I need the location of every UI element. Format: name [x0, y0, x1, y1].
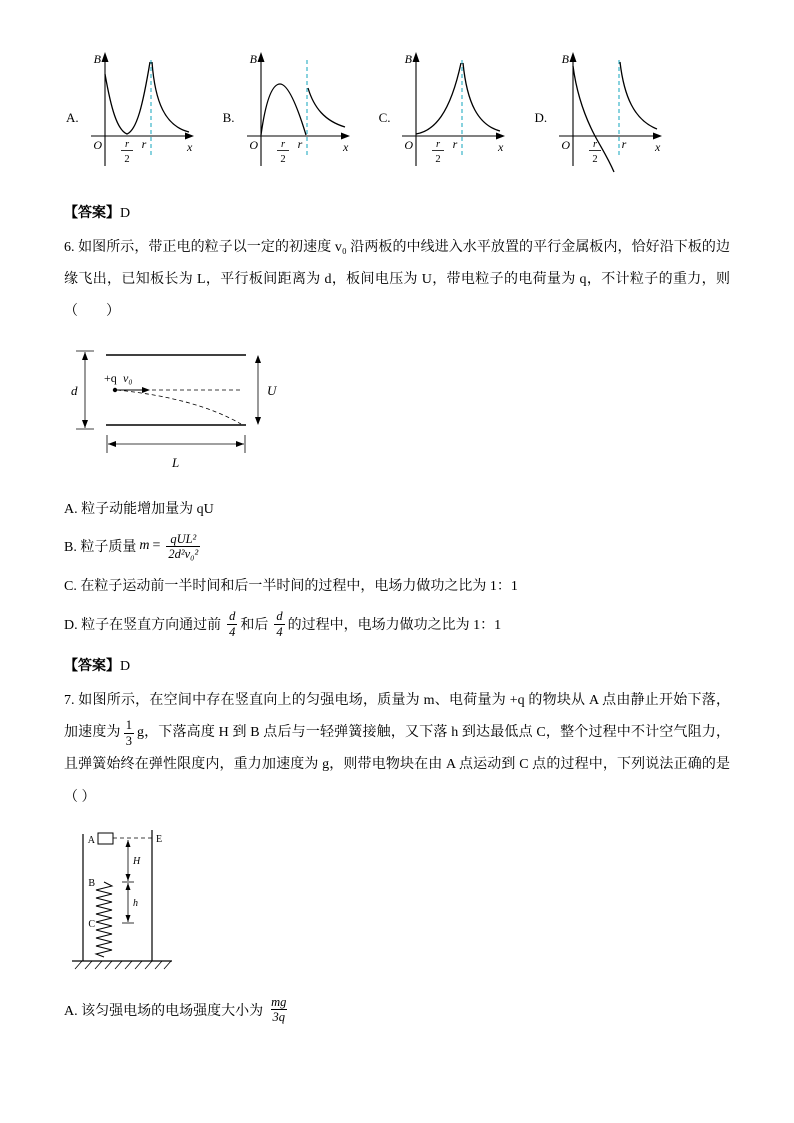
svg-text:H: H: [133, 855, 141, 867]
svg-text:B: B: [93, 52, 101, 66]
svg-text:B: B: [561, 52, 570, 66]
q6-option-a: A. 粒子动能增加量为 qU: [64, 501, 214, 517]
svg-text:v₀: v₀: [123, 370, 133, 385]
svg-text:O: O: [248, 138, 258, 152]
svg-text:2: 2: [435, 154, 442, 165]
graph-option-a: [66, 48, 199, 186]
svg-text:x: x: [342, 140, 348, 154]
answer-label: 【答案】: [64, 206, 120, 221]
option-label-d: D.: [534, 110, 548, 125]
q6-stem: 6. 如图所示，带正电的粒子以一定的初速度 v₀ 沿两板的中线进入水平放置的平行金属板内，恰好沿下板的边缘飞出，已知板长为 L，平行板间距离为 d，板间电压为 U，带电粒子的电荷量为 q，不计粒子的重力，则（ ）: [64, 240, 730, 320]
svg-text:r: r: [593, 139, 598, 150]
fraction-mg-over-3q: $\frac{mg}{3q}$: [271, 994, 287, 1025]
svg-text:E: E: [156, 833, 163, 845]
svg-text:O: O: [404, 138, 414, 152]
spring-block-figure: [70, 826, 175, 976]
svg-text:B: B: [405, 52, 413, 66]
q5-answer: [64, 202, 730, 222]
graph-option-c: [379, 48, 511, 186]
svg-text:O: O: [561, 138, 571, 152]
svg-text:r: r: [621, 137, 627, 151]
parallel-plates-figure: [68, 335, 303, 473]
q7-diagram: [70, 826, 730, 981]
svg-text:x: x: [186, 140, 192, 154]
fraction-d-over-4: $\frac{d}{4}$: [229, 609, 236, 639]
answer-label: 【答案】: [64, 659, 120, 675]
option-label-b: B.: [222, 110, 235, 125]
svg-text:x: x: [655, 140, 661, 154]
fraction-d-over-4: $\frac{d}{4}$: [276, 609, 283, 639]
option-label-a: A.: [66, 110, 79, 125]
q7-stem: 7. 如图所示，在空间中存在竖直向上的匀强电场，质量为 m、电荷量为 +q 的物块从 A 点由静止开始下落，加速度为 $\frac{1}{3}$ g，下落高度 H 到 B 点后与一轻弹簧接触，又下落 h 到达最低点 C，整个过程中不计空气阻力，且弹簧始终在弹性限度内，重力加速度为 g，则带电物块在由 A 点运动到 C 点的过程中，下列说法正确的是（ ）: [64, 693, 731, 805]
svg-text:2: 2: [592, 154, 598, 165]
option-label-c: C.: [378, 110, 391, 125]
q6-option-d: D. 粒子在竖直方向通过前 $\frac{d}{4}$ 和后 $\frac{d}{4}$ 的过程中，电场力做功之比为 1：1: [64, 609, 502, 639]
q5-graph-options: [64, 48, 730, 186]
formula-variable: m: [139, 538, 150, 554]
svg-text:B: B: [88, 877, 95, 889]
answer-value: D: [120, 206, 131, 221]
svg-text:h: h: [133, 897, 138, 909]
fraction-qUL2-over-2d2v02: $\frac{\text{qUL²}}{\text{2d²v₀²}}$: [168, 531, 199, 561]
graph-d-plot: [549, 48, 667, 186]
fraction-1-over-3: $\frac{1}{3}$: [125, 718, 132, 748]
svg-text:r: r: [453, 137, 458, 151]
svg-text:O: O: [92, 138, 102, 152]
svg-text:r: r: [436, 139, 441, 150]
svg-text:2: 2: [279, 154, 286, 165]
spring-coil: [96, 882, 112, 957]
svg-text:r: r: [297, 137, 302, 151]
svg-text:r: r: [280, 139, 285, 150]
svg-text:L: L: [172, 454, 180, 470]
svg-text:d: d: [71, 382, 78, 398]
ground-hatching: [75, 961, 171, 969]
svg-text:+q: +q: [104, 370, 117, 385]
svg-text:B: B: [249, 52, 257, 66]
graph-option-d: [534, 48, 667, 186]
q6-diagram: [68, 335, 730, 478]
graph-option-b: [223, 48, 355, 186]
answer-value: D: [120, 659, 131, 675]
svg-text:A: A: [87, 834, 95, 846]
q7-option-a: A. 该匀强电场的电场强度大小为 $\frac{mg}{3q}$: [64, 994, 287, 1025]
graph-b-plot: [237, 48, 355, 186]
svg-text:U: U: [267, 382, 277, 398]
q6-option-c: C. 在粒子运动前一半时间和后一半时间的过程中，电场力做功之比为 1：1: [64, 579, 518, 595]
q6-answer: [64, 655, 730, 675]
graph-c-plot: [392, 48, 510, 186]
svg-text:r: r: [141, 137, 146, 151]
svg-text:r: r: [124, 139, 129, 150]
q6-option-b: B. 粒子质量 m = $\frac{\text{qUL²}}{\text{2d²v₀²}}$: [64, 531, 199, 561]
svg-text:C: C: [88, 918, 95, 930]
graph-a-plot: [81, 48, 199, 186]
svg-text:x: x: [498, 140, 504, 154]
svg-text:2: 2: [124, 154, 130, 165]
